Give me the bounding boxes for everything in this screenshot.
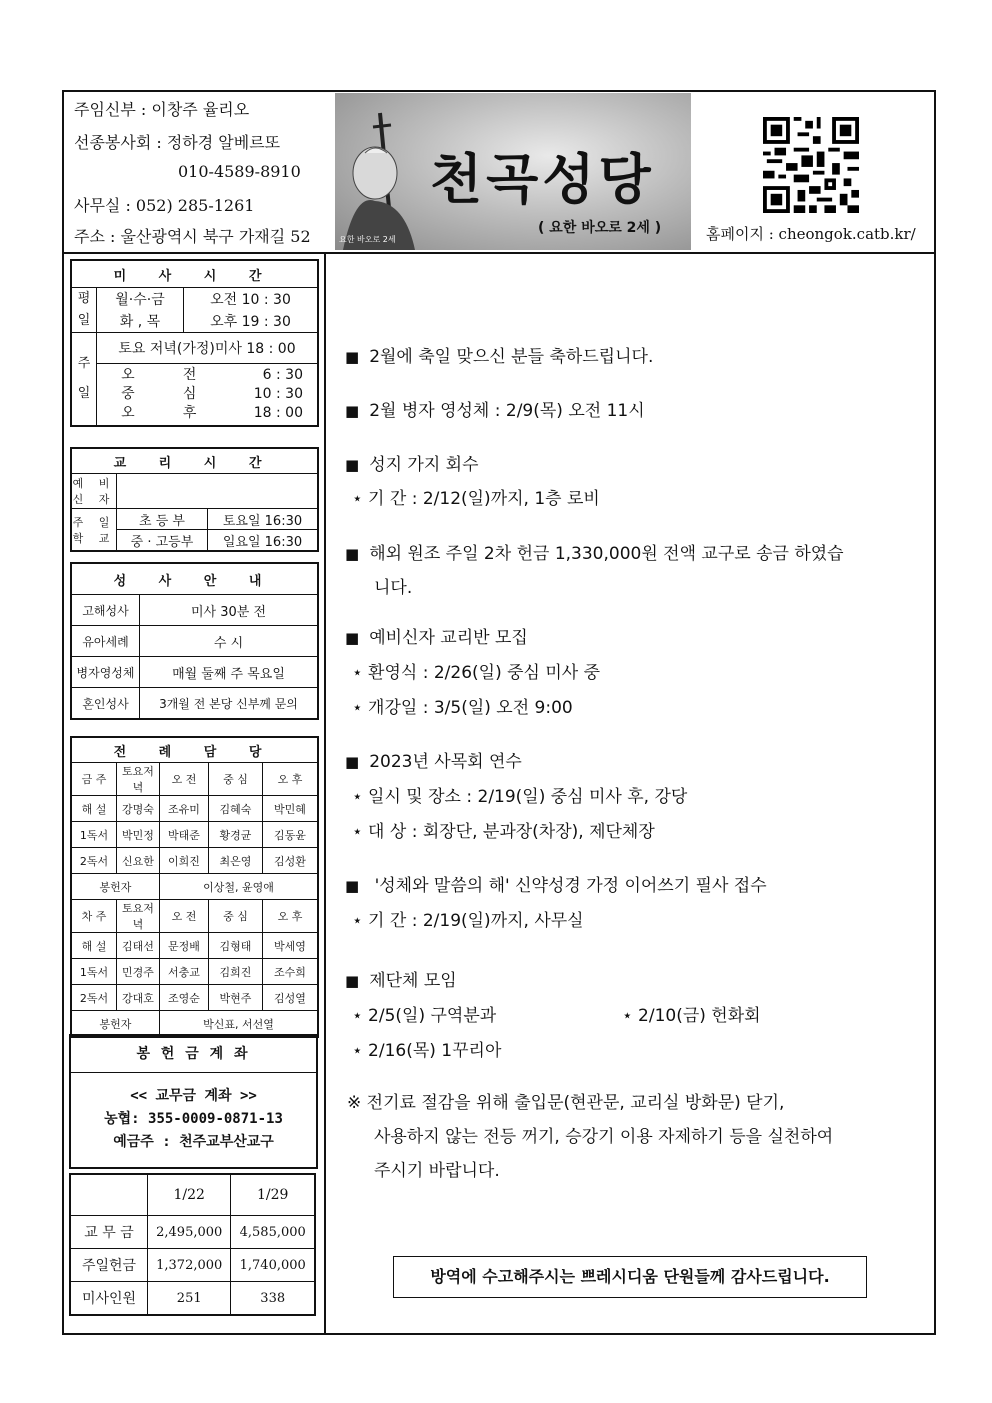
liturgy-row: 2독서 신요한 이희진 최은영 김성환: [71, 848, 318, 874]
office-phone: 사무실 : 052) 285-1261: [74, 196, 255, 215]
notice-energy-3: 주시기 바랍니다.: [374, 1161, 500, 1181]
patron-saint: ( 요한 바오로 2세 ): [538, 220, 662, 236]
finance-col-header: 1/22: [148, 1174, 231, 1216]
notice-opening: ⋆ 개강일 : 3/5(일) 오전 9:00: [352, 698, 573, 718]
pastor-info: 주임신부 : 이창주 율리오: [74, 100, 250, 119]
qr-code-icon[interactable]: [763, 117, 859, 213]
sacrament-name: 유아세례: [71, 626, 140, 657]
homepage-link[interactable]: 홈페이지 : cheongok.catb.kr/: [706, 225, 916, 243]
sacrament-desc: 수 시: [140, 626, 319, 657]
council-phone: 010-4589-8910: [178, 162, 301, 181]
black-square-icon: ■: [345, 972, 360, 990]
mass-times-table: [70, 259, 319, 427]
sunday-school-label: 주 일 학 교: [71, 509, 117, 552]
notice-catechumen: ■ 예비신자 교리반 모집: [345, 628, 528, 648]
notice-group-district: ⋆ 2/5(일) 구역분과: [352, 1006, 497, 1026]
notice-welcome: ⋆ 환영식 : 2/26(일) 중심 미사 중: [352, 663, 601, 683]
weekday-days: 화 , 목: [97, 310, 184, 333]
black-square-icon: ■: [345, 753, 360, 771]
sunday-label: 주 일: [71, 333, 97, 427]
grade: 초 등 부: [117, 509, 208, 530]
notice-overseas-aid: ■ 해외 원조 주일 2차 헌금 1,330,000원 전액 교구로 송금 하였습: [345, 544, 844, 564]
liturgy-header-row: 금 주 토요저녁 오 전 중 심 오 후: [71, 763, 318, 796]
sacrament-name: 고해성사: [71, 595, 140, 626]
address: 주소 : 울산광역시 북구 가재길 52: [74, 227, 311, 246]
sunday-mass-row: 오 후 18 : 00: [121, 405, 303, 421]
notice-bible-copy: ■ '성체와 말씀의 해' 신약성경 가정 이어쓰기 필사 접수: [345, 876, 767, 896]
finance-row: 미사인원 251 338: [70, 1282, 315, 1316]
weekday-time: 오후 19 : 30: [184, 310, 319, 333]
notice-energy-2: 사용하지 않는 전등 꺼기, 승강기 이용 자제하기 등을 실천하여: [374, 1127, 834, 1147]
offering-account-box: [69, 1034, 318, 1169]
black-square-icon: ■: [345, 629, 360, 647]
notice-training-time: ⋆ 일시 및 장소 : 2/19(일) 중심 미사 후, 강당: [352, 787, 688, 807]
finance-table: [69, 1173, 316, 1316]
class-time: 일요일 16:30: [208, 530, 319, 552]
notice-group-flower: ⋆ 2/10(금) 헌화회: [622, 1006, 761, 1026]
notice-energy: ※ 전기료 절감을 위해 출입문(현관문, 교리실 방화문) 닫기,: [347, 1093, 785, 1113]
black-square-icon: ■: [345, 402, 360, 420]
sacrament-name: 혼인성사: [71, 688, 140, 720]
catechumen-label: 예 비 신 자: [71, 474, 117, 509]
notice-palm-period: ⋆ 기 간 : 2/12(일)까지, 1층 로비: [352, 489, 600, 509]
account-heading: << 교무금 계좌 >>: [130, 1088, 257, 1104]
finance-row: 주일헌금 1,372,000 1,740,000: [70, 1249, 315, 1282]
offering-account-title: 봉 헌 금 계 좌: [71, 1036, 316, 1073]
notice-council-training: ■ 2023년 사목회 연수: [345, 752, 522, 772]
saturday-evening-mass: 토요 저녁(가정)미사 18 : 00: [97, 333, 319, 364]
account-holder: 예금주 : 천주교부산교구: [113, 1134, 274, 1150]
thanks-box: 방역에 수고해주시는 쁘레시디움 단원들께 감사드립니다.: [393, 1256, 867, 1298]
council-info: 선종봉사회 : 정하경 알베르또: [74, 133, 281, 152]
sacrament-name: 병자영성체: [71, 657, 140, 688]
sacrament-desc: 3개월 전 본당 신부께 문의: [140, 688, 319, 720]
catechumen-cell: [117, 474, 319, 509]
liturgy-row: 2독서 강대호 조영순 박현주 김성열: [71, 985, 318, 1011]
notice-overseas-aid-cont: 니다.: [374, 578, 413, 598]
sunday-mass-row: 중 심 10 : 30: [121, 386, 303, 402]
notice-group-curia: ⋆ 2/16(목) 1꾸리아: [352, 1041, 502, 1061]
sacrament-desc: 미사 30분 전: [140, 595, 319, 626]
finance-corner: [70, 1174, 148, 1216]
black-square-icon: ■: [345, 456, 360, 474]
offering-row: 봉헌자 이상철, 윤영애: [71, 874, 318, 900]
column-divider: [324, 252, 326, 1335]
offering-row: 봉헌자 박신표, 서선열: [71, 1011, 318, 1038]
notice-bible-period: ⋆ 기 간 : 2/19(일)까지, 사무실: [352, 911, 584, 931]
notice-palm: ■ 성지 가지 회수: [345, 455, 479, 475]
black-square-icon: ■: [345, 545, 360, 563]
class-time: 토요일 16:30: [208, 509, 319, 530]
grade: 중 · 고등부: [117, 530, 208, 552]
sunday-mass-row: 오 전 6 : 30: [121, 367, 303, 383]
liturgy-title: 전 례 담 당: [71, 737, 318, 763]
weekday-time: 오전 10 : 30: [184, 288, 319, 311]
weekday-label: 평 일: [71, 288, 97, 333]
account-number: 농협: 355-0009-0871-13: [104, 1111, 283, 1127]
liturgy-row: 해 설 김태선 문정배 김형태 박세영: [71, 933, 318, 959]
black-square-icon: ■: [345, 348, 360, 366]
banner-caption: 요한 바오로 2세: [339, 235, 396, 244]
notice-birthdays: ■ 2월에 축일 맞으신 분들 축하드립니다.: [345, 347, 654, 367]
liturgy-table: [70, 736, 319, 1038]
sacraments-table: [70, 562, 319, 720]
church-banner: [335, 93, 691, 250]
notice-sick-communion: ■ 2월 병자 영성체 : 2/9(목) 오전 11시: [345, 401, 645, 421]
sacrament-desc: 매월 둘째 주 목요일: [140, 657, 319, 688]
notice-groups: ■ 제단체 모임: [345, 971, 457, 991]
sacraments-title: 성 사 안 내: [71, 563, 318, 595]
weekday-days: 월·수·금: [97, 288, 184, 311]
notice-training-target: ⋆ 대 상 : 회장단, 분과장(차장), 제단체장: [352, 822, 655, 842]
church-name: 천곡성당: [430, 147, 655, 211]
finance-col-header: 1/29: [231, 1174, 315, 1216]
catechism-table: [70, 447, 319, 552]
black-square-icon: ■: [345, 877, 360, 895]
liturgy-header-row: 차 주 토요저녁 오 전 중 심 오 후: [71, 900, 318, 933]
liturgy-row: 1독서 박민정 박태준 황경균 김동윤: [71, 822, 318, 848]
catechism-title: 교 리 시 간: [71, 448, 318, 474]
liturgy-row: 해 설 강명숙 조유미 김혜숙 박민혜: [71, 796, 318, 822]
finance-row: 교 무 금 2,495,000 4,585,000: [70, 1216, 315, 1249]
header-divider: [62, 252, 936, 254]
liturgy-row: 1독서 민경주 서충교 김희진 조수희: [71, 959, 318, 985]
mass-times-title: 미 사 시 간: [71, 260, 318, 288]
